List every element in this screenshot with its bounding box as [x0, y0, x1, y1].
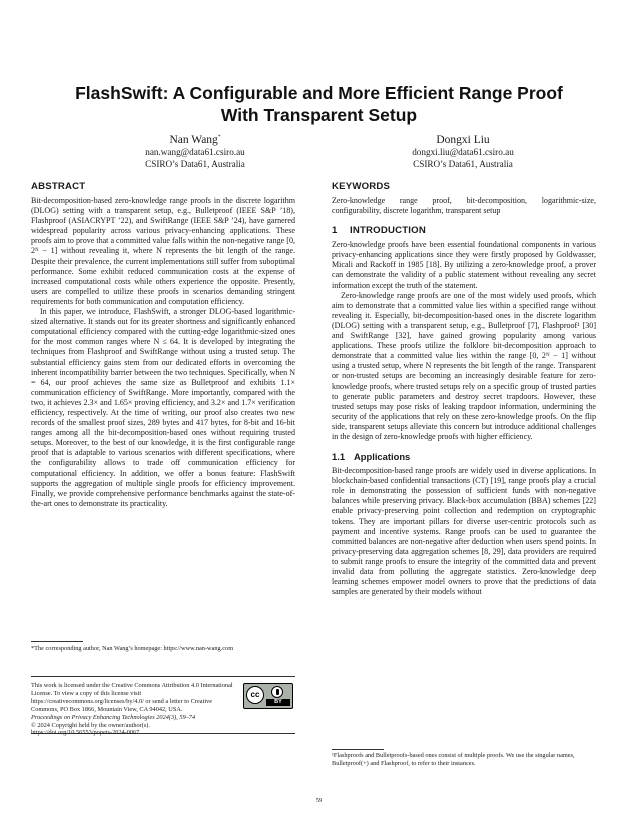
cc-by-license-badge[interactable]: [243, 683, 293, 709]
by-label: BY: [266, 699, 290, 706]
license-text: [31, 682, 236, 737]
author-email: dongxi.liu@data61.csiro.au: [412, 147, 514, 157]
title-line-1: FlashSwift: A Configurable and More Efficient Range Proof: [75, 83, 563, 103]
proceedings-line: Proceedings on Privacy Enhancing Technologies 2024(3), 59–74: [31, 713, 196, 721]
footnote-author: *The corresponding author, Nan Wang’s homepage: https://www.nan-wang.com: [31, 645, 234, 652]
copyright-line: © 2024 Copyright held by the owner/author(s).: [31, 721, 150, 729]
applications-paragraph-1: Bit-decomposition-based range proofs are widely used in diverse applications. In blockchain-based confidential transactions (CT) [19], range proofs play a crucial role in demonstrating the possession of sufficient funds with non-negative balances while preserving privacy. Black-box accumulation (BBA) schemes [22] enable privacy-preserving point collection and redemption on cryptographic tokens. They are important pillars for diverse user-centric protocols such as payment and incentive systems. Range proofs can be used to guarantee the committed balances are non-negative after deduction when users spend points. In privacy-preserving data aggregation schemes [8, 29], data providers are required to submit range proofs to ensure the integrity of the committed data and prevent invalid data from polluting the aggregate statistics. Zero-knowledge deep learning schemes empower model owners to prove that the predictions of data samples are generated by their models without: [332, 466, 596, 597]
author-block-2: [348, 133, 578, 170]
page-number: 59: [315, 797, 323, 804]
doi-link[interactable]: https://doi.org/10.56553/popets-2024-0067: [31, 729, 140, 737]
applications-heading: 1.1 Applications: [332, 451, 411, 463]
abstract-paragraph-1: Bit-decomposition-based zero-knowledge range proofs in the discrete logarithm (DLOG) setting with a transparent setup, e.g., Bulletproof (IEEE S&P ’18), Flashproof (ASIACRYPT ’22), and SwiftRange (IEEE S&P ’24), have garnered widespread popularity across various privacy-enhancing applications. These proofs aim to prove that a committed value falls within the non-negative range [0, 2ᴺ − 1] without revealing it, where N represents the bit length of the range. Despite their prevalence, the current implementations still suffer from suboptimal performance. Some exhibit reduced communication costs at the expense of increased computational costs while others experience the opposite. Presently, users are compelled to utilize these proofs in scenarios demanding stringent requirements for both communication and computation efficiency.: [31, 196, 295, 306]
cc-logo-icon: cc: [246, 686, 264, 704]
author-block-1: [80, 133, 310, 170]
footnote-flashproofs: ¹Flashproofs and Bulletproofs-based ones consist of multiple proofs. We use the singular names, Bulletproof(+) and Flashproof, to refer to their instances.: [332, 752, 575, 767]
keywords-heading: KEYWORDS: [332, 181, 391, 192]
title-line-2: With Transparent Setup: [220, 105, 418, 125]
footnote-rule-left: [31, 641, 83, 642]
intro-paragraph-1: Zero-knowledge proofs have been essential foundational components in various privacy-enhancing applications since they were firstly proposed by Goldwasser, Micali and Rackoff in 1985 [18]. By utilizing a zero-knowledge proof, a prover can demonstrate the validity of a public statement without revealing any secret information except the truth of the statement.: [332, 240, 596, 290]
license-statement: This work is licensed under the Creative Commons Attribution 4.0 International License. To view a copy of this license visit https://creativecommons.org/licenses/by/4.0/ or send a letter to Creative Commons, PO Box 1866, Mountain View, CA 94042, USA.: [31, 682, 233, 713]
author-email: nan.wang@data61.csiro.au: [145, 147, 245, 157]
license-box: [31, 676, 295, 737]
author-affiliation: CSIRO’s Data61, Australia: [145, 158, 245, 169]
author-affiliation: CSIRO’s Data61, Australia: [413, 158, 513, 169]
author-name: Nan Wang*: [169, 134, 221, 146]
introduction-heading: 1 INTRODUCTION: [332, 225, 426, 237]
keywords-text: Zero-knowledge range proof, bit-decomposition, logarithmic-size, configurability, discrete logarithm, transparent setup: [332, 196, 596, 216]
intro-paragraph-2: Zero-knowledge range proofs are one of the most widely used proofs, which aim to demonstrate that a committed value lies within a specified range without revealing it. Especially, bit-decomposition-based ones in the discrete logarithm (DLOG) setting with a transparent setup, e.g., Bulletproof [7], Flashproof¹ [30] and SwiftRange [32], have gained growing popularity among various applications. These proofs utilize the folklore bit-decomposition approach to demonstrate that a committed value lies within the range [0, 2ᴺ − 1] without using a trusted setup, where N represents the bit length of the range. Transparent or non-trusted setups are becoming an increasingly desirable feature for zero-knowledge proofs, where trusted setups rely on a specific group of trusted parties to generate public parameters and destroy secret trapdoors. However, these trusted setups may pose risks of leaking trapdoor information, undermining the security of the applications that rely on these zero-knowledge proofs. On the flip side, transparent setups alleviate this concern but introduce additional challenges in the design of zero-knowledge proofs with higher efficiency.: [332, 290, 596, 441]
left-column: [31, 181, 295, 509]
footnote-rule-right: [332, 749, 384, 750]
author-name: Dongxi Liu: [436, 134, 490, 146]
paper-title: [60, 82, 578, 126]
abstract-paragraph-2: In this paper, we introduce, FlashSwift, a stronger DLOG-based logarithmic-sized alternative. It stands out for its greater shortness and significantly enhanced computational efficiency compared with the cutting-edge logarithmic-sized ones for the most common ranges where N ≤ 64. It is developed by integrating the techniques from Flashproof and SwiftRange without using a trusted setup. The substantial efficiency gains stem from our dedicated efforts in overcoming the inherent incompatibility barrier between the two techniques. Specifically, when N = 64, our proof achieves the same size as Bulletproof and exhibits 1.1× communication efficiency of SwiftRange. More importantly, compared with the two, it achieves 2.3× and 1.65× proving efficiency, and 3.2× and 1.7× verification efficiency, respectively. At the time of writing, our proof also creates two new records of the smallest proof sizes, 289 bytes and 417 bytes, for 8-bit and 16-bit ranges among all the bit-decomposition-based ones without requiring trusted setups. Moreover, to the best of our knowledge, it is the first configurable range proof that is adaptable to various scenarios with different specifications, where the configurability allows to trade off communication efficiency for computational efficiency. In addition, we offer a bonus feature: FlashSwift supports the aggregation of multiple single proofs for efficiency improvement. Finally, we provide comprehensive performance benchmarks against the state-of-the-art ones to demonstrate its practicality.: [31, 307, 295, 508]
right-column: [332, 181, 596, 597]
attribution-person-icon: [271, 686, 283, 698]
abstract-heading: ABSTRACT: [31, 181, 86, 192]
